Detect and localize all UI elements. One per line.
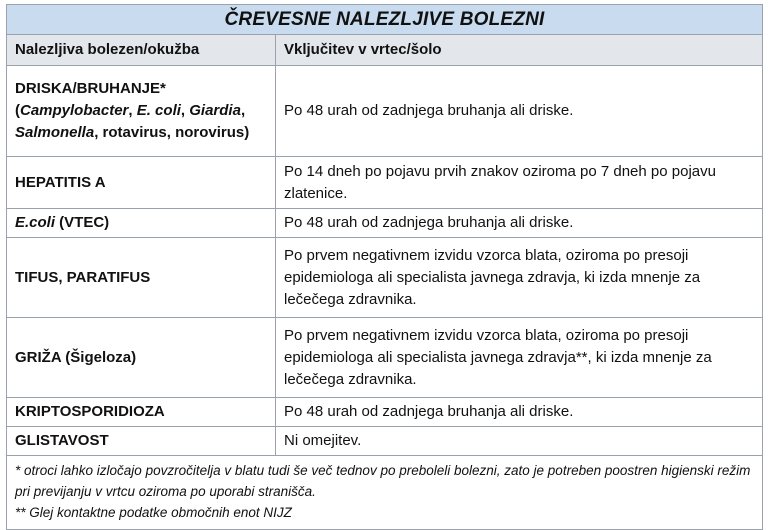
disease-name: GLISTAVOST (7, 427, 276, 456)
disease-name: GRIŽA (Šigeloza) (7, 318, 276, 398)
footnotes (7, 456, 763, 530)
header-disease: Nalezljiva bolezen/okužba (7, 35, 276, 66)
name-part-italic: Campylobacter (20, 102, 129, 119)
footnote-1: * otroci lahko izločajo povzročitelja v blatu tudi še več tednov po preboleli bolezni, zato je potreben poostren higienski režim pri previjanju v vrtcu oziroma po uporabi stranišča. (15, 463, 751, 499)
inclusion-text: Po 48 urah od zadnjega bruhanja ali driske. (276, 66, 763, 157)
table-row (7, 427, 763, 456)
table-row (7, 238, 763, 318)
inclusion-text: Po 14 dneh po pojavu prvih znakov oziroma po 7 dneh po pojavu zlatenice. (276, 157, 763, 209)
disease-table-container (6, 4, 762, 530)
disease-table (6, 4, 763, 530)
disease-name-line: DRISKA/BRUHANJE* (15, 80, 166, 97)
inclusion-text: Po prvem negativnem izvidu vzorca blata, oziroma po presoji epidemiologa ali specialista javnega zdravja**, ki izda mnenje za lečečega zdravnika. (276, 318, 763, 398)
inclusion-text: Po 48 urah od zadnjega bruhanja ali driske. (276, 209, 763, 238)
name-part-italic: Salmonella (15, 124, 95, 141)
inclusion-text: Ni omejitev. (276, 427, 763, 456)
name-part: , rotavirus, norovirus) (94, 124, 250, 141)
table-row (7, 157, 763, 209)
name-part-italic: E.coli (15, 214, 56, 231)
disease-name: TIFUS, PARATIFUS (7, 238, 276, 318)
table-row (7, 66, 763, 157)
disease-name: HEPATITIS A (7, 157, 276, 209)
table-row (7, 318, 763, 398)
disease-name (7, 66, 276, 157)
name-part-italic: E. coli (136, 102, 181, 119)
table-row (7, 398, 763, 427)
inclusion-text: Po 48 urah od zadnjega bruhanja ali driske. (276, 398, 763, 427)
header-inclusion: Vključitev v vrtec/šolo (276, 35, 763, 66)
notes-row (7, 456, 763, 530)
name-part: , (128, 102, 137, 119)
name-part: , (240, 102, 246, 119)
table-row (7, 209, 763, 238)
inclusion-text: Po prvem negativnem izvidu vzorca blata, oziroma po presoji epidemiologa ali specialista javnega zdravja, ki izda mnenje za lečečega zdravnika. (276, 238, 763, 318)
name-part: , (180, 102, 190, 119)
name-part-italic: Giardia (189, 102, 241, 119)
disease-name: KRIPTOSPORIDIOZA (7, 398, 276, 427)
name-part: (VTEC) (55, 214, 110, 231)
table-title-row (7, 5, 763, 35)
disease-name (7, 209, 276, 238)
footnote-2: ** Glej kontaktne podatke območnih enot NIJZ (15, 505, 292, 520)
table-title: ČREVESNE NALEZLJIVE BOLEZNI (7, 5, 763, 35)
table-header-row (7, 35, 763, 66)
name-part: ( (15, 102, 20, 119)
